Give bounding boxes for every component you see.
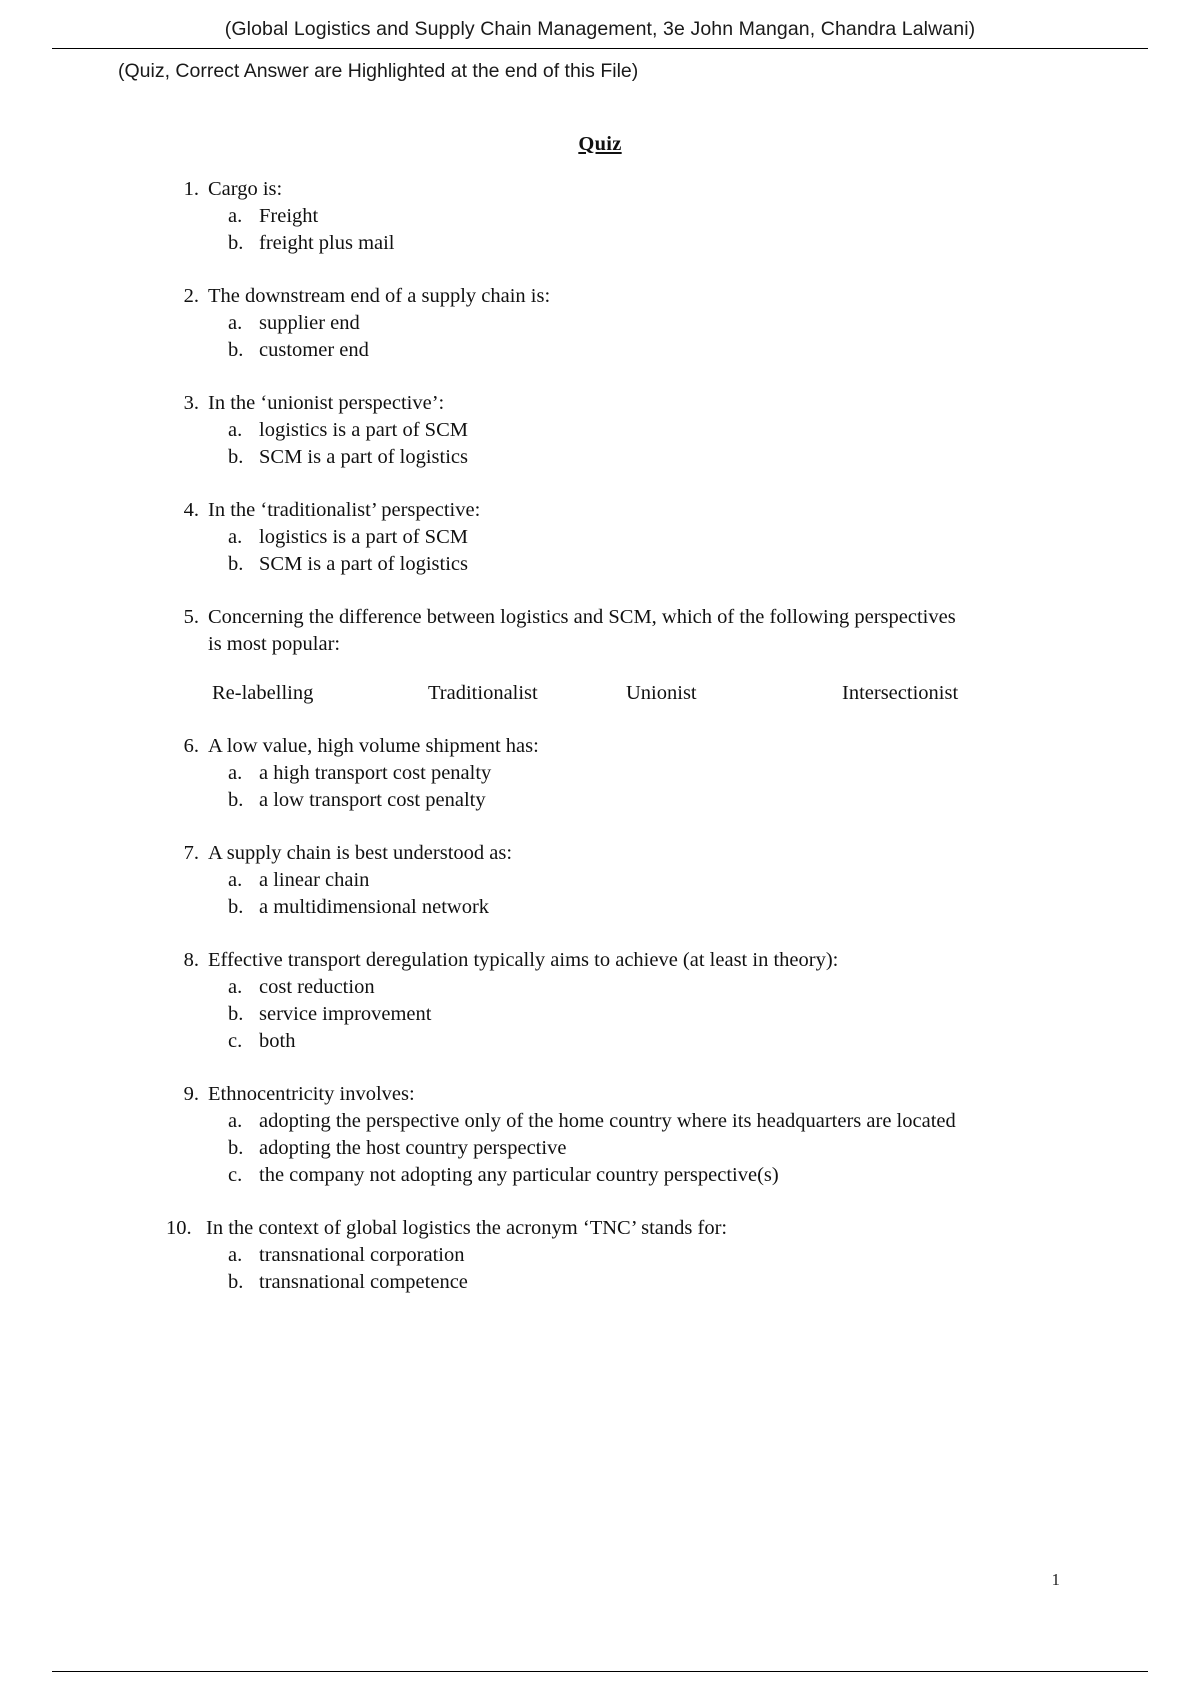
question-item [0,176,1200,257]
header-note: (Quiz, Correct Answer are Highlighted at the end of this File) [118,60,639,82]
option-item[interactable] [0,974,1200,1001]
question-row [0,604,1200,658]
option-item[interactable] [0,337,1200,364]
question-number: 9. [183,1083,199,1105]
question-number: 5. [183,606,199,628]
option-letter: b. [228,896,244,918]
option-text: adopting the host country perspective [259,1137,567,1159]
option-text: supplier end [259,312,360,334]
question-row [0,733,1200,760]
inline-choice[interactable]: Unionist [626,682,697,704]
option-letter: b. [228,232,244,254]
option-letter: b. [228,1003,244,1025]
option-list [0,310,1200,364]
question-number: 6. [183,735,199,757]
option-text: service improvement [259,1003,432,1025]
option-item[interactable] [0,417,1200,444]
option-text: the company not adopting any particular country perspective(s) [259,1164,779,1186]
question-row [0,1081,1200,1108]
inline-choice[interactable]: Re-labelling [212,682,314,704]
question-text: Ethnocentricity involves: [208,1083,415,1105]
option-letter: a. [228,419,243,441]
question-text: In the context of global logistics the acronym ‘TNC’ stands for: [206,1217,728,1239]
quiz-body [0,176,1200,1322]
inline-choice[interactable]: Traditionalist [428,682,538,704]
option-text: both [259,1030,296,1052]
option-text: customer end [259,339,369,361]
page-number: 1 [1051,1570,1060,1589]
option-letter: a. [228,205,243,227]
option-text: Freight [259,205,319,227]
option-item[interactable] [0,894,1200,921]
option-list [0,1242,1200,1296]
option-letter: b. [228,339,244,361]
question-number: 3. [183,392,199,414]
inline-choice[interactable]: Intersectionist [842,682,959,704]
question-number: 8. [183,949,199,971]
question-number: 4. [183,499,199,521]
question-number: 2. [183,285,199,307]
option-text: logistics is a part of SCM [259,419,468,441]
question-item [0,1215,1200,1296]
question-item [0,1081,1200,1189]
option-item[interactable] [0,1108,1200,1135]
question-item [0,947,1200,1055]
question-row [0,840,1200,867]
option-text: logistics is a part of SCM [259,526,468,548]
question-text: A low value, high volume shipment has: [208,735,539,757]
option-letter: a. [228,762,243,784]
option-item[interactable] [0,1028,1200,1055]
question-text: The downstream end of a supply chain is: [208,285,551,307]
option-letter: a. [228,526,243,548]
option-text: a linear chain [259,869,370,891]
option-item[interactable] [0,760,1200,787]
question-text: A supply chain is best understood as: [208,842,513,864]
option-letter: a. [228,869,243,891]
option-text: adopting the perspective only of the home country where its headquarters are located [259,1110,956,1132]
question-row [0,176,1200,203]
option-item[interactable] [0,524,1200,551]
option-text: transnational corporation [259,1244,465,1266]
option-list [0,867,1200,921]
page-title: Quiz [578,133,622,155]
question-text: In the ‘traditionalist’ perspective: [208,499,481,521]
option-text: a multidimensional network [259,896,490,918]
question-text: Concerning the difference between logistics and SCM, which of the following perspectives is most popular: [208,606,956,655]
question-row [0,283,1200,310]
question-list [0,176,1200,1296]
question-text: Effective transport deregulation typically aims to achieve (at least in theory): [208,949,839,971]
footer-divider [52,1671,1148,1672]
option-item[interactable] [0,230,1200,257]
option-list [0,203,1200,257]
option-item[interactable] [0,310,1200,337]
question-item [0,390,1200,471]
option-text: cost reduction [259,976,375,998]
option-item[interactable] [0,787,1200,814]
option-text: SCM is a part of logistics [259,553,468,575]
question-item [0,604,1200,707]
option-text: a high transport cost penalty [259,762,492,784]
option-item[interactable] [0,1135,1200,1162]
option-letter: b. [228,446,244,468]
question-number: 7. [183,842,199,864]
option-text: a low transport cost penalty [259,789,486,811]
option-item[interactable] [0,867,1200,894]
option-item[interactable] [0,1242,1200,1269]
option-letter: a. [228,312,243,334]
option-letter: a. [228,976,243,998]
question-number: 10. [166,1217,192,1239]
option-letter: a. [228,1110,243,1132]
option-item[interactable] [0,1162,1200,1189]
option-letter: b. [228,553,244,575]
option-item[interactable] [0,444,1200,471]
question-row [0,1215,1200,1242]
option-list [0,974,1200,1055]
question-row [0,390,1200,417]
option-list [0,417,1200,471]
option-text: SCM is a part of logistics [259,446,468,468]
question-row [0,497,1200,524]
option-list [0,524,1200,578]
option-list [0,1108,1200,1189]
option-letter: c. [228,1164,243,1186]
option-item[interactable] [0,1001,1200,1028]
option-letter: a. [228,1244,243,1266]
option-text: transnational competence [259,1271,468,1293]
option-item[interactable] [0,1269,1200,1296]
question-number: 1. [183,178,199,200]
question-item [0,733,1200,814]
option-letter: b. [228,789,244,811]
question-item [0,497,1200,578]
option-letter: b. [228,1271,244,1293]
option-item[interactable] [0,203,1200,230]
question-text: Cargo is: [208,178,283,200]
question-item [0,283,1200,364]
inline-choice-row [0,680,1200,707]
question-row [0,947,1200,974]
question-text: In the ‘unionist perspective’: [208,392,445,414]
option-letter: c. [228,1030,243,1052]
header-citation: (Global Logistics and Supply Chain Management, 3e John Mangan, Chandra Lalwani) [224,18,976,40]
question-item [0,840,1200,921]
option-text: freight plus mail [259,232,395,254]
option-item[interactable] [0,551,1200,578]
header-divider [52,48,1148,49]
option-letter: b. [228,1137,244,1159]
option-list [0,760,1200,814]
